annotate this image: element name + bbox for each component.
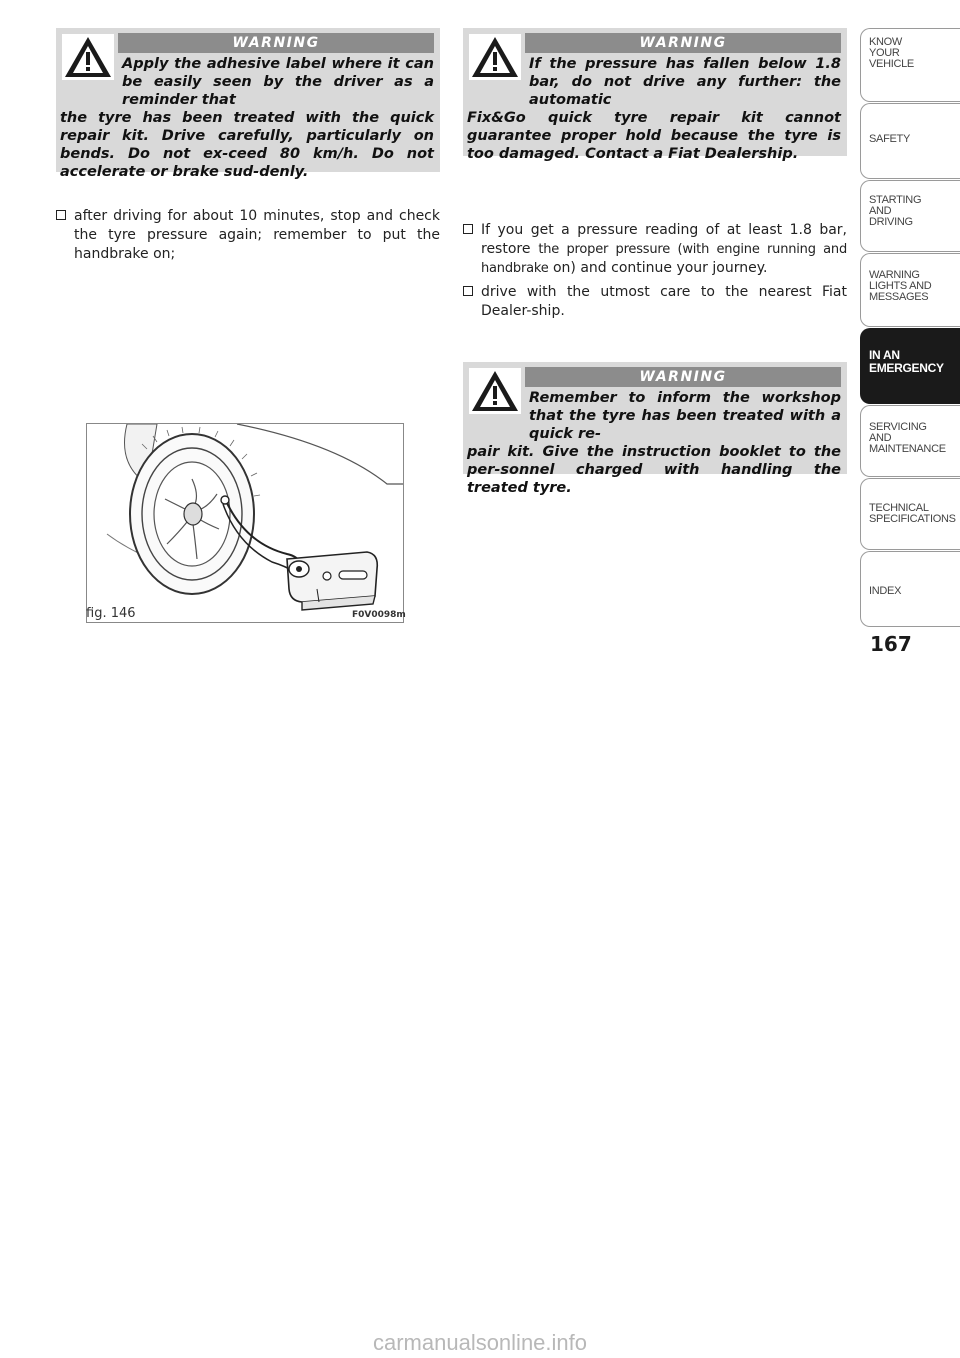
tab-label: SPECIFICATIONS: [869, 513, 956, 525]
warning-text-lead: Remember to inform the workshop that the tyre has been treated with a quick re-: [529, 390, 841, 442]
tab-warning-lights-and-messages[interactable]: [860, 253, 960, 327]
tab-label: TECHNICAL: [869, 502, 929, 514]
tab-label: AND: [869, 205, 892, 217]
tab-servicing-and-maintenance[interactable]: [860, 405, 960, 477]
warning-box-workshop: [463, 362, 847, 496]
watermark: carmanualsonline.info: [372, 1330, 588, 1355]
tab-label: MAINTENANCE: [869, 443, 946, 455]
warning-header: WARNING: [525, 33, 841, 53]
tab-label: SAFETY: [869, 133, 910, 145]
page-number: 167: [870, 632, 912, 656]
tab-label: VEHICLE: [869, 58, 914, 70]
checkbox-bullet-icon: [463, 224, 473, 234]
tab-label: EMERGENCY: [869, 361, 944, 375]
warning-text: [60, 55, 434, 181]
tab-label: IN AN: [869, 348, 900, 362]
tab-label: WARNING: [869, 269, 920, 281]
warning-text: [467, 389, 841, 497]
list-item: [56, 207, 440, 264]
warning-text-body: Fix&Go quick tyre repair kit cannot guarantee proper hold because the tyre is too damaged. Contact a Fiat Dealership.: [467, 110, 841, 162]
warning-header: WARNING: [118, 33, 434, 53]
tab-label: MESSAGES: [869, 291, 929, 303]
checkbox-bullet-icon: [56, 210, 66, 220]
tab-label: STARTING: [869, 194, 922, 206]
warning-box-pressure: [463, 28, 847, 162]
tab-label: INDEX: [869, 585, 902, 597]
list-item-text: after driving for about 10 minutes, stop and check the tyre pressure again; remember to put the handbrake on;: [74, 208, 440, 262]
tab-label: KNOW: [869, 36, 903, 48]
tab-label: LIGHTS AND: [869, 280, 932, 292]
list-item-text: drive with the utmost care to the nearest Fiat Dealer-ship.: [481, 284, 847, 319]
warning-text-body: the tyre has been treated with the quick repair kit. Drive carefully, particularly on bends. Do not ex-ceed 80 km/h. Do not accelerate or brake sud-denly.: [60, 110, 434, 180]
tab-safety[interactable]: [860, 103, 960, 179]
warning-text: [467, 55, 841, 163]
tyre-repair-kit-illustration: [86, 423, 404, 623]
tab-starting-and-driving[interactable]: [860, 180, 960, 252]
tab-label: YOUR: [869, 47, 900, 59]
tab-know-your-vehicle[interactable]: [860, 28, 960, 102]
list-item-text: the proper pressure (with engine running and handbrake: [481, 242, 848, 276]
warning-text-body: pair kit. Give the instruction booklet to the per-sonnel charged with handling the treated tyre.: [467, 444, 841, 496]
figure-code: F0V0098m: [352, 610, 406, 620]
tyre-compressor-drawing: [87, 424, 404, 623]
list-item-text: If you get a pressure reading of at least 1.8 bar, restore: [481, 222, 847, 257]
list-item: [463, 283, 847, 321]
warning-box-adhesive-label: [56, 28, 440, 180]
tab-label: AND: [869, 432, 892, 444]
tab-technical-specifications[interactable]: [860, 478, 960, 550]
warning-text-lead: If the pressure has fallen below 1.8 bar, do not drive any further: the automatic: [529, 56, 841, 108]
list-item-text: on) and continue your journey.: [548, 260, 768, 276]
tab-label: DRIVING: [869, 216, 913, 228]
warning-header: WARNING: [525, 367, 841, 387]
warning-text-lead: Apply the adhesive label where it can be easily seen by the driver as a reminder that: [122, 56, 434, 108]
tab-in-an-emergency[interactable]: [860, 328, 960, 404]
figure-caption: fig. 146: [86, 606, 136, 621]
tab-index[interactable]: [860, 551, 960, 627]
list-item: [463, 221, 847, 278]
checkbox-bullet-icon: [463, 286, 473, 296]
tab-label: SERVICING: [869, 421, 927, 433]
